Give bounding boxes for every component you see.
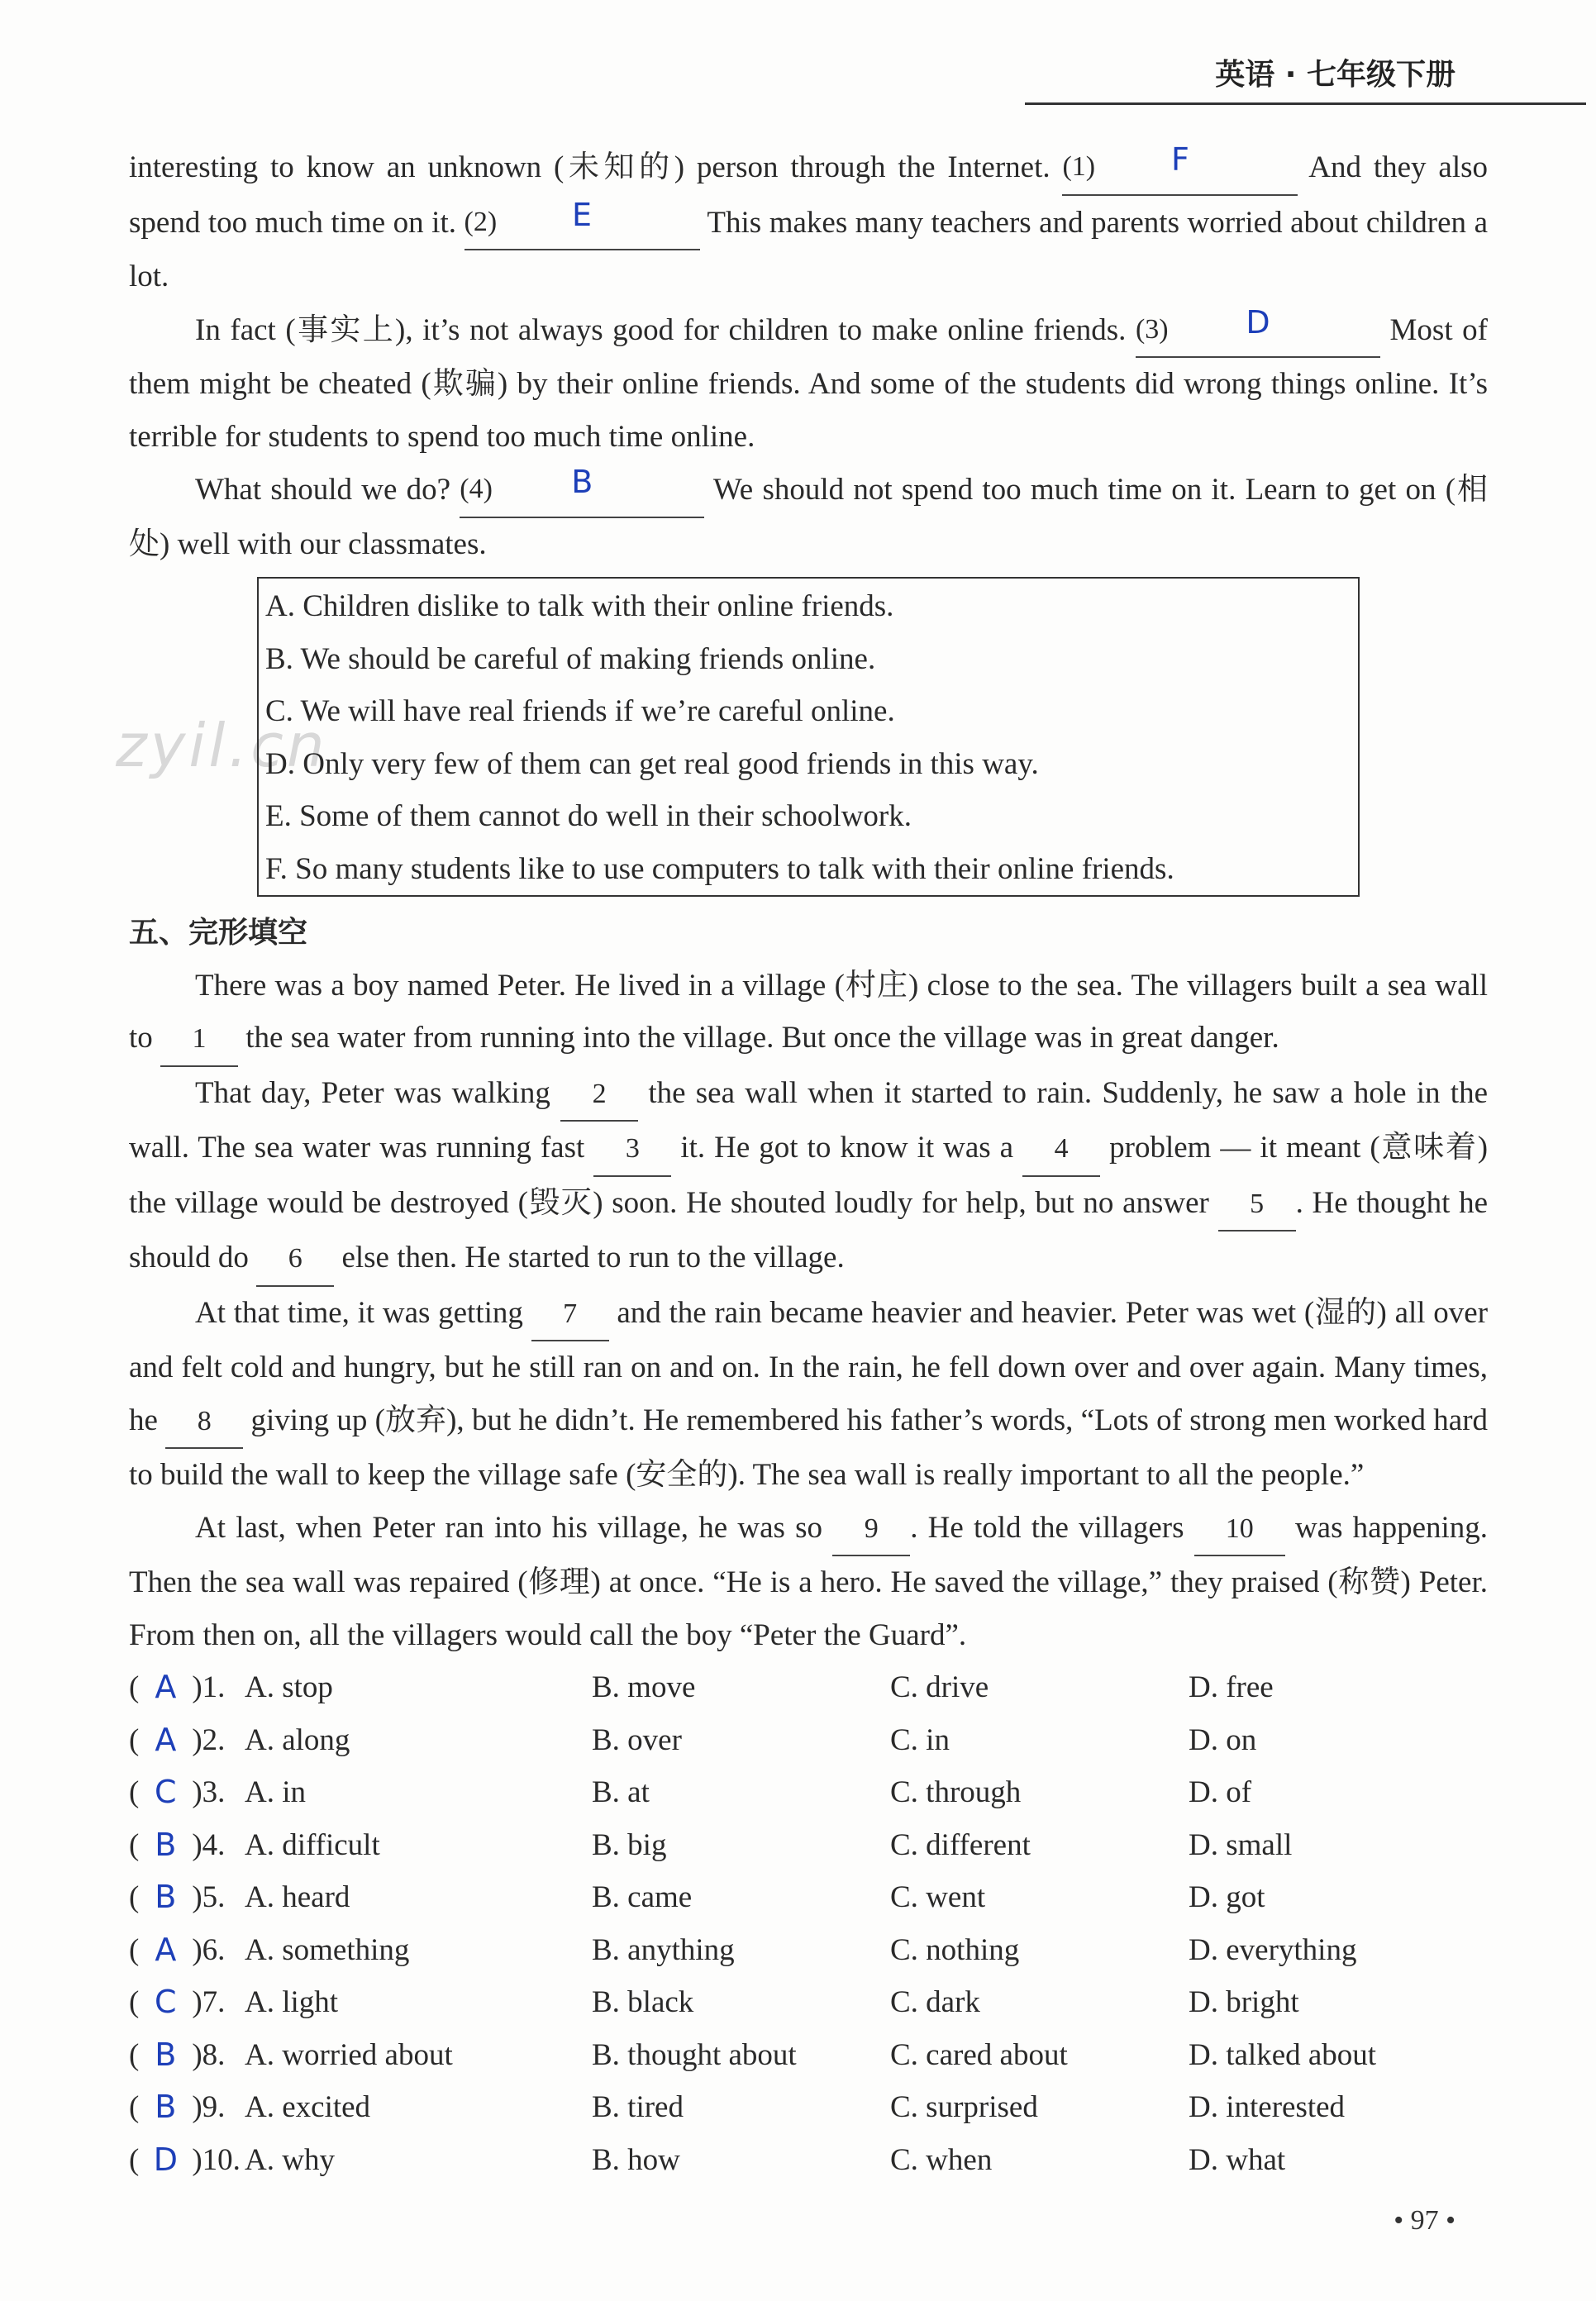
paragraph-text: interesting to know an unknown (未知的) person through the Internet. bbox=[129, 150, 1051, 184]
filled-answer: B bbox=[571, 464, 593, 500]
choice-b: B. came bbox=[592, 1880, 693, 1914]
filled-answer: C bbox=[155, 1774, 177, 1810]
filled-answer: F bbox=[1171, 141, 1189, 178]
paragraph-text: . He told the villagers bbox=[910, 1510, 1184, 1545]
cloze-blank-7: 7 bbox=[531, 1288, 609, 1342]
cloze-paragraph-3 bbox=[129, 1287, 1488, 1502]
choice-b: B. at bbox=[592, 1775, 650, 1809]
blank-number: (1) bbox=[1062, 151, 1096, 182]
paragraph-text: the sea water from running into the village. But once the village was in great danger. bbox=[245, 1021, 1279, 1055]
choice-a: A. difficult bbox=[245, 1827, 380, 1862]
answer-parens: ( B ) 4. bbox=[129, 1819, 245, 1872]
paragraph-text: and the rain became heavier and heavier. Peter was wet (湿的) all over and felt cold and hungry, but he still ran on and on. In the rain, he fell down over and over again. Many times, he bbox=[129, 1295, 1489, 1437]
choice-b: B. black bbox=[592, 1985, 694, 2019]
reading-paragraph-1 bbox=[129, 141, 1488, 303]
choice-c: C. went bbox=[890, 1880, 986, 1914]
question-row bbox=[129, 1924, 1488, 1977]
question-row bbox=[129, 1766, 1488, 1819]
choice-a: A. in bbox=[245, 1775, 306, 1809]
cloze-blank-2: 2 bbox=[560, 1068, 638, 1122]
choice-c: C. drive bbox=[890, 1670, 989, 1704]
choice-c: C. cared about bbox=[890, 2037, 1068, 2072]
answer-parens: ( C ) 3. bbox=[129, 1766, 245, 1819]
choice-d: D. interested bbox=[1189, 2090, 1346, 2124]
paragraph-text: In fact (事实上), it’s not always good for children to make online friends. bbox=[195, 312, 1127, 347]
cloze-paragraph-2 bbox=[129, 1067, 1488, 1287]
question-number: 6. bbox=[202, 1932, 226, 1967]
choice-a: A. why bbox=[245, 2142, 335, 2177]
choice-d: D. small bbox=[1189, 1827, 1293, 1862]
paragraph-text: There was a boy named Peter. He lived in a village (村庄) close to the sea. The villagers built a sea wall to bbox=[129, 968, 1488, 1055]
answer-parens: ( D ) 10. bbox=[129, 2134, 245, 2187]
choice-c: C. in bbox=[890, 1722, 950, 1757]
watermark: zyil.cn bbox=[116, 711, 328, 780]
question-number: 9. bbox=[202, 2090, 226, 2124]
question-row bbox=[129, 1871, 1488, 1924]
paragraph-text: problem — it meant (意味着) the village would be destroyed (毁灭) soon. He shouted loudly for help, but no answer bbox=[129, 1131, 1489, 1220]
question-number: 1. bbox=[202, 1670, 226, 1704]
paragraph-text: giving up (放弃), but he didn’t. He remembered his father’s words, “Lots of strong men worked hard to build the wall to keep the village safe (安全的). The sea wall is really important to all the people.” bbox=[129, 1403, 1489, 1492]
cloze-blank-4: 4 bbox=[1022, 1122, 1100, 1177]
choice-a: A. light bbox=[245, 1985, 339, 2019]
answer-parens: ( B ) 5. bbox=[129, 1871, 245, 1924]
choice-a: A. stop bbox=[245, 1670, 333, 1704]
paragraph-text: was happening. Then the sea wall was repaired (修理) at once. “He is a hero. He saved the village,” they praised (称赞) Peter. From then on, all the villagers would call the boy “Peter the Guard”. bbox=[129, 1510, 1489, 1652]
choice-b: B. tired bbox=[592, 2090, 684, 2124]
answer-parens: ( A ) 2. bbox=[129, 1714, 245, 1767]
filled-answer: B bbox=[155, 2089, 177, 2125]
section-title: 五、完形填空 bbox=[129, 916, 308, 950]
paragraph-text: We should not spend too much time on it. Learn to get on (相处) well with our classmates. bbox=[129, 473, 1488, 561]
paragraph-text: it. He got to know it was a bbox=[680, 1131, 1014, 1165]
question-number: 3. bbox=[202, 1775, 226, 1809]
filled-answer: B bbox=[155, 1826, 177, 1863]
cloze-blank-6: 6 bbox=[256, 1232, 334, 1287]
page-content bbox=[129, 141, 1488, 2186]
cloze-blank-3: 3 bbox=[593, 1122, 671, 1177]
answer-parens: ( B ) 8. bbox=[129, 2029, 245, 2082]
choice-a: A. excited bbox=[245, 2090, 371, 2124]
paragraph-text: else then. He started to run to the village. bbox=[341, 1241, 845, 1274]
option-d: D. Only very few of them can get real good friends in this way. bbox=[265, 746, 1039, 781]
choice-d: D. free bbox=[1189, 1670, 1274, 1704]
cloze-blank-5: 5 bbox=[1218, 1178, 1296, 1232]
filled-answer: C bbox=[155, 1984, 177, 2020]
question-number: 4. bbox=[202, 1827, 226, 1862]
choice-b: B. over bbox=[592, 1722, 682, 1757]
question-row bbox=[129, 1714, 1488, 1767]
question-row bbox=[129, 2081, 1488, 2134]
choice-c: C. nothing bbox=[890, 1932, 1020, 1967]
paragraph-text: That day, Peter was walking bbox=[195, 1075, 550, 1110]
answer-blank-2 bbox=[465, 196, 700, 251]
cloze-blank-8: 8 bbox=[165, 1395, 243, 1450]
paragraph-text: What should we do? bbox=[195, 473, 451, 507]
header-rule bbox=[1025, 102, 1586, 105]
choice-b: B. how bbox=[592, 2142, 680, 2177]
answer-blank-1 bbox=[1062, 141, 1298, 196]
choice-d: D. bright bbox=[1189, 1985, 1299, 2019]
choice-b: B. thought about bbox=[592, 2037, 797, 2072]
option-b: B. We should be careful of making friends online. bbox=[265, 641, 876, 676]
question-list bbox=[129, 1661, 1488, 2186]
paragraph-text: At last, when Peter ran into his village, he was so bbox=[195, 1510, 822, 1545]
paragraph-text: This makes many teachers and parents worried about children a lot. bbox=[129, 205, 1488, 293]
choice-d: D. everything bbox=[1189, 1932, 1357, 1967]
choice-c: C. different bbox=[890, 1827, 1031, 1862]
filled-answer: D bbox=[153, 2141, 178, 2178]
question-row bbox=[129, 1819, 1488, 1872]
filled-answer: B bbox=[155, 2036, 177, 2073]
cloze-paragraph-4 bbox=[129, 1502, 1488, 1662]
question-number: 5. bbox=[202, 1880, 226, 1914]
blank-number: (4) bbox=[460, 474, 493, 504]
question-number: 10. bbox=[202, 2142, 241, 2177]
cloze-paragraph-1 bbox=[129, 960, 1488, 1067]
paragraph-text: . He thought he should do bbox=[129, 1185, 1489, 1274]
choice-a: A. along bbox=[245, 1722, 350, 1757]
question-row bbox=[129, 1661, 1488, 1714]
choice-d: D. of bbox=[1189, 1775, 1252, 1809]
cloze-blank-9: 9 bbox=[832, 1503, 910, 1557]
choice-d: D. on bbox=[1189, 1722, 1257, 1757]
question-number: 2. bbox=[202, 1722, 226, 1757]
cloze-blank-1: 1 bbox=[160, 1012, 238, 1067]
filled-answer: E bbox=[572, 196, 593, 233]
filled-answer: B bbox=[155, 1879, 177, 1915]
page-number: • 97 • bbox=[1394, 2205, 1455, 2236]
choice-d: D. what bbox=[1189, 2142, 1286, 2177]
paragraph-text: At that time, it was getting bbox=[195, 1295, 523, 1330]
paragraph-text: the sea wall when it started to rain. Suddenly, he saw a hole in the wall. The sea water was running fast bbox=[129, 1075, 1488, 1165]
choice-d: D. got bbox=[1189, 1880, 1265, 1914]
choice-a: A. heard bbox=[245, 1880, 350, 1914]
question-row bbox=[129, 1976, 1488, 2029]
choice-a: A. worried about bbox=[245, 2037, 453, 2072]
filled-answer: D bbox=[1246, 303, 1270, 341]
question-row bbox=[129, 2134, 1488, 2187]
option-e: E. Some of them cannot do well in their schoolwork. bbox=[265, 799, 912, 833]
choice-b: B. move bbox=[592, 1670, 696, 1704]
answer-parens: ( A ) 1. bbox=[129, 1661, 245, 1714]
answer-parens: ( C ) 7. bbox=[129, 1976, 245, 2029]
blank-number: (2) bbox=[464, 206, 498, 237]
cloze-blank-10: 10 bbox=[1194, 1503, 1285, 1557]
answer-blank-3 bbox=[1136, 303, 1380, 359]
option-a: A. Children dislike to talk with their online friends. bbox=[265, 589, 894, 623]
choice-c: C. when bbox=[890, 2142, 993, 2177]
filled-answer: A bbox=[155, 1931, 177, 1968]
reading-paragraph-3 bbox=[129, 463, 1488, 570]
paragraph-text: Most of them might be cheated (欺骗) by their online friends. And some of the students did wrong things online. It’s terrible for students to spend too much time online. bbox=[129, 312, 1489, 454]
filled-answer: A bbox=[155, 1669, 177, 1705]
paragraph-text: And they also spend too much time on it. bbox=[129, 150, 1489, 240]
answer-blank-4 bbox=[460, 463, 704, 518]
option-c: C. We will have real friends if we’re careful online. bbox=[265, 694, 895, 728]
choice-c: C. through bbox=[890, 1775, 1022, 1809]
choice-c: C. dark bbox=[890, 1985, 980, 2019]
question-number: 7. bbox=[202, 1985, 226, 2019]
answer-parens: ( A ) 6. bbox=[129, 1924, 245, 1977]
choice-b: B. anything bbox=[592, 1932, 735, 1967]
choice-b: B. big bbox=[592, 1827, 667, 1862]
header-title: 英语 · 七年级下册 bbox=[1215, 58, 1455, 92]
options-box bbox=[257, 577, 1360, 897]
reading-paragraph-2 bbox=[129, 303, 1488, 464]
question-number: 8. bbox=[202, 2037, 226, 2072]
answer-parens: ( B ) 9. bbox=[129, 2081, 245, 2134]
choice-a: A. something bbox=[245, 1932, 410, 1967]
filled-answer: A bbox=[155, 1721, 177, 1758]
blank-number: (3) bbox=[1135, 313, 1169, 345]
option-f: F. So many students like to use computers to talk with their online friends. bbox=[265, 851, 1174, 886]
choice-d: D. talked about bbox=[1189, 2037, 1377, 2072]
choice-c: C. surprised bbox=[890, 2090, 1038, 2124]
question-row bbox=[129, 2029, 1488, 2082]
